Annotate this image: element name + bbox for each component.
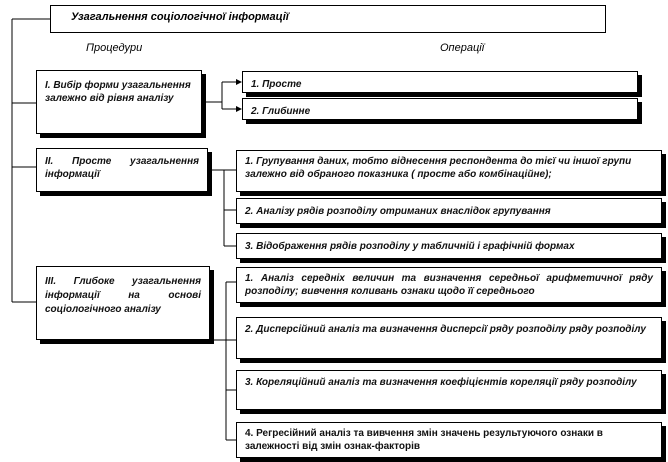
operation-box xyxy=(236,370,662,410)
operation-box xyxy=(236,267,662,303)
procedure-label: II. Просте узагальнення інформації xyxy=(45,156,199,180)
operation-box xyxy=(236,198,662,224)
operation-box xyxy=(236,317,662,359)
procedure-label: III. Глибоке узагальнення інформації на основі соціологічного аналізу xyxy=(45,276,201,315)
operation-label: 2. Глибинне xyxy=(251,106,311,117)
operation-label: 3. Кореляційний аналіз та визначення коефіцієнтів кореляції ряду розподілу xyxy=(245,377,637,388)
operation-label: 4. Регресійний аналіз та вивчення змін значень результуючого ознаки в залежності від змін ознак-факторів xyxy=(245,428,603,452)
title-box xyxy=(50,5,606,33)
procedure-label: I. Вибір форми узагальнення залежно від рівня аналізу xyxy=(45,80,191,104)
operation-label: 3. Відображення рядів розподілу у табличній і графічній формах xyxy=(245,241,575,252)
procedure-box-3 xyxy=(36,266,210,340)
operation-label: 2. Дисперсійний аналіз та визначення дисперсії ряду розподілу ряду розподілу xyxy=(245,324,646,335)
operation-box xyxy=(242,71,638,93)
operation-box xyxy=(236,422,662,458)
operation-box xyxy=(236,233,662,259)
operation-box xyxy=(242,98,638,120)
operation-label: 1. Просте xyxy=(251,79,302,90)
diagram-title: Узагальнення соціологічної інформації xyxy=(71,11,289,23)
operation-box xyxy=(236,150,662,192)
operation-label: 2. Аналізу рядів розподілу отриманих внаслідок групування xyxy=(245,206,551,217)
operation-label: 1. Аналіз середніх величин та визначення середньої арифметичної ряду розподілу; вивчення коливань ознаки щодо її середнього xyxy=(245,273,653,297)
operation-label: 1. Групування даних, тобто віднесення респондента до тієї чи іншої групи залежно від обраного показника ( просте або комбінаційне); xyxy=(245,156,632,180)
procedures-header: Процедури xyxy=(86,42,143,54)
procedure-box-2 xyxy=(36,148,208,192)
operations-header: Операції xyxy=(440,42,485,54)
procedure-box-1 xyxy=(36,70,202,134)
